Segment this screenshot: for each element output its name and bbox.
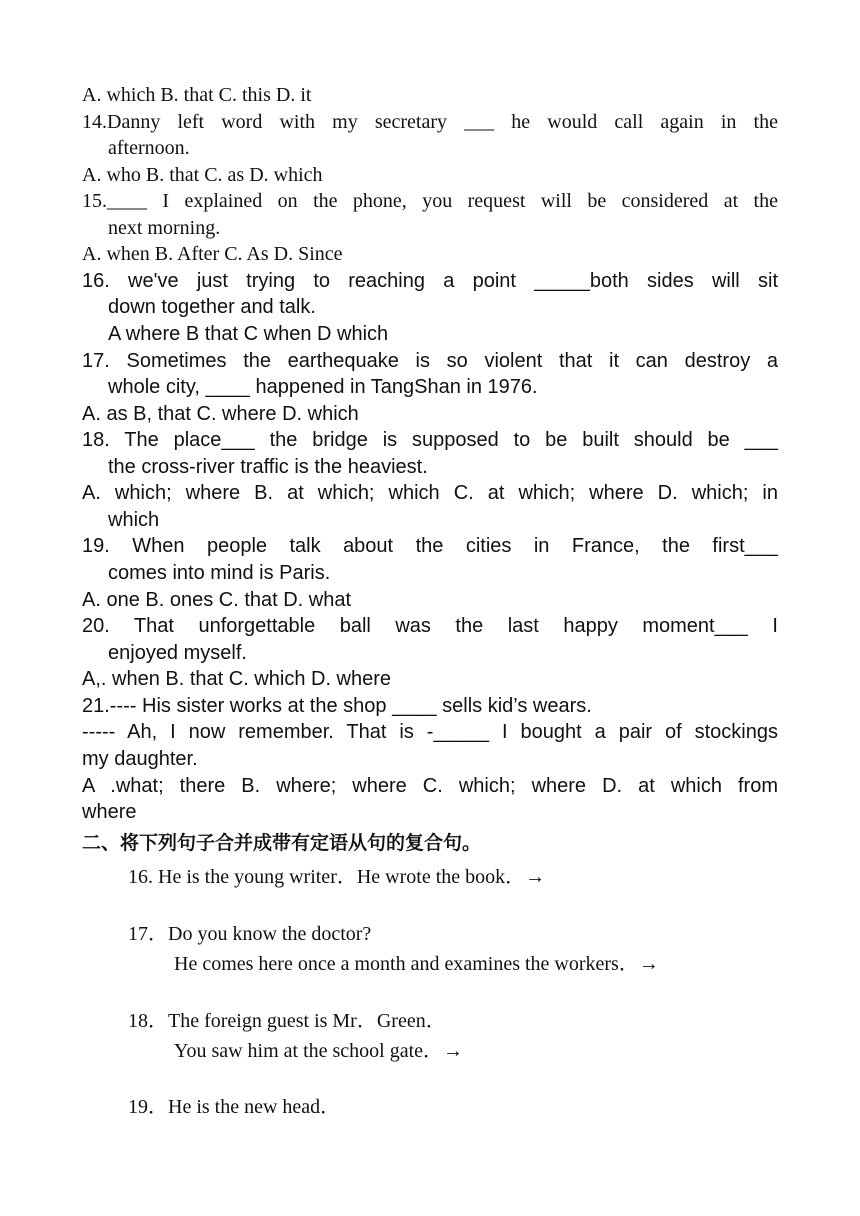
- q16-options: A where B that C when D which: [108, 323, 389, 345]
- combine-item-19: 19．He is the new head．: [128, 1096, 341, 1118]
- combine-item-17-cont: He comes here once a month and examines the workers．→: [174, 953, 659, 975]
- q19-question-cont: comes into mind is Paris.: [108, 562, 331, 584]
- q20-question: 20. That unforgettable ball was the last happy moment___ I: [82, 615, 778, 637]
- q17-question-cont: whole city, ____ happened in TangShan in 1976.: [108, 376, 538, 398]
- section-heading: 二、将下列句子合并成带有定语从句的复合句。: [82, 832, 482, 854]
- q20-options: A,. when B. that C. which D. where: [82, 668, 392, 690]
- q21-options: A .what; there B. where; where C. which; where D. at which from: [82, 775, 778, 797]
- q19-question: 19. When people talk about the cities in France, the first___: [82, 535, 778, 557]
- q17-options: A. as B, that C. where D. which: [82, 403, 359, 425]
- q21-question: 21.---- His sister works at the shop ____ sells kid’s wears.: [82, 695, 592, 717]
- q21-dialogue: ----- Ah, I now remember. That is -_____ I bought a pair of stockings: [82, 721, 778, 743]
- q16-question: 16. we've just trying to reaching a point _____both sides will sit: [82, 270, 778, 292]
- q21-options-cont: where: [82, 801, 137, 823]
- q18-options: A. which; where B. at which; which C. at which; where D. which; in: [82, 482, 778, 504]
- combine-item-18-cont: You saw him at the school gate．→: [174, 1040, 464, 1062]
- q19-options: A. one B. ones C. that D. what: [82, 589, 352, 611]
- combine-item-17: 17．Do you know the doctor?: [128, 923, 372, 945]
- q17-question: 17. Sometimes the earthequake is so violent that it can destroy a: [82, 350, 778, 372]
- q16-question-cont: down together and talk.: [108, 296, 316, 318]
- q15-question-cont: next morning.: [108, 217, 221, 239]
- q18-question: 18. The place___ the bridge is supposed to be built should be ___: [82, 429, 778, 451]
- q14-options: A. who B. that C. as D. which: [82, 164, 323, 186]
- q18-question-cont: the cross-river traffic is the heaviest.: [108, 456, 428, 478]
- q14-question-cont: afternoon.: [108, 137, 190, 159]
- q15-question: 15.____ I explained on the phone, you request will be considered at the: [82, 190, 778, 212]
- q20-question-cont: enjoyed myself.: [108, 642, 247, 664]
- combine-item-18: 18．The foreign guest is Mr．Green．: [128, 1010, 446, 1032]
- q14-question: 14.Danny left word with my secretary ___ he would call again in the: [82, 111, 778, 133]
- q18-options-cont: which: [108, 509, 160, 531]
- combine-item-16: 16. He is the young writer．He wrote the book．→: [128, 866, 546, 888]
- q13-options: A. which B. that C. this D. it: [82, 84, 312, 106]
- q21-dialogue-cont: my daughter.: [82, 748, 198, 770]
- q15-options: A. when B. After C. As D. Since: [82, 243, 343, 265]
